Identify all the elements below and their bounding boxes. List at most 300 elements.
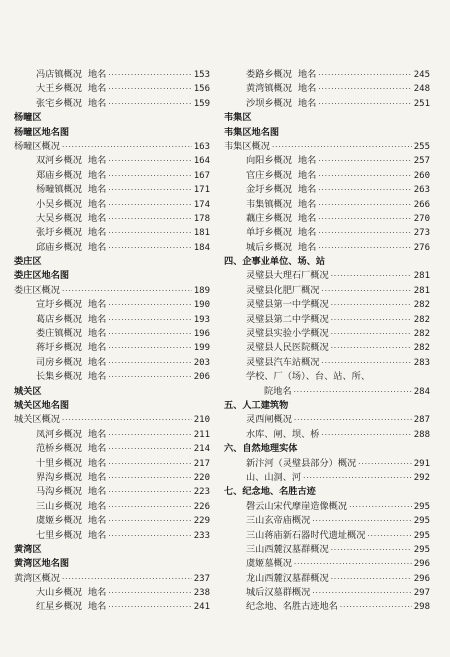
toc-page-number: 248 [413, 84, 430, 95]
toc-entry-subtitle: 地名 [87, 500, 107, 512]
toc-leader-dots [108, 428, 191, 442]
toc-page-number: 237 [193, 573, 210, 584]
toc-entry-title: 黄湾镇概况 [246, 83, 292, 95]
toc-entry-title: 十里乡概况 [36, 457, 82, 469]
toc-entry-subtitle: 地名 [87, 457, 107, 469]
toc-leader-dots [108, 442, 191, 456]
toc-page-number: 217 [193, 458, 210, 469]
toc-heading [14, 385, 210, 399]
toc-text-line [224, 370, 430, 384]
toc-entry-title: 大山乡概况 [36, 587, 82, 599]
toc-page-number: 163 [193, 141, 210, 152]
toc-heading [14, 399, 210, 413]
toc-entry-title: 黄湾区概况 [14, 572, 60, 584]
toc-entry-title: 宣圩乡概况 [36, 299, 82, 311]
toc-entry [224, 586, 430, 600]
toc-leader-dots [108, 341, 191, 355]
toc-entry-title: 城关区地名图 [14, 399, 70, 411]
toc-entry-title: 灵璧县大理石厂概况 [246, 270, 329, 282]
toc-leader-dots [62, 413, 192, 427]
toc-leader-dots [62, 572, 192, 586]
toc-entry [14, 529, 210, 543]
toc-page-number: 281 [413, 285, 430, 296]
toc-entry-title: 龙山西麓汉墓群概况 [246, 572, 329, 584]
toc-section-heading [224, 399, 430, 413]
toc-entry [14, 586, 210, 600]
toc-entry-title: 虞姬乡概况 [36, 515, 82, 527]
toc-entry-subtitle: 地名 [87, 342, 107, 354]
toc-page-number: 251 [413, 98, 430, 109]
toc-entry [14, 370, 210, 384]
toc-page-number: 226 [193, 501, 210, 512]
toc-leader-dots [312, 514, 411, 528]
toc-entry [224, 68, 430, 82]
toc-leader-dots [318, 82, 411, 96]
toc-page-number: 196 [193, 329, 210, 340]
toc-section-heading [224, 485, 430, 499]
toc-entry [224, 82, 430, 96]
toc-page-number: 295 [413, 530, 430, 541]
toc-leader-dots [62, 140, 192, 154]
toc-entry [224, 600, 430, 614]
toc-entry-title: 双河乡概况 [36, 155, 82, 167]
toc-entry-title: 黄湾区 [14, 543, 42, 555]
toc-page-number: 282 [413, 300, 430, 311]
toc-page-number: 203 [193, 357, 210, 368]
toc-leader-dots [331, 327, 412, 341]
toc-leader-dots [108, 485, 191, 499]
toc-entry-title: 山、山洞、河 [246, 471, 302, 483]
toc-page-number: 181 [193, 228, 210, 239]
toc-entry-title: 城后汉墓群概况 [246, 587, 311, 599]
toc-page-number: 282 [413, 329, 430, 340]
toc-page-number: 223 [193, 487, 210, 498]
toc-entry [14, 169, 210, 183]
toc-leader-dots [108, 327, 191, 341]
toc-entry-title: 司房乡概况 [36, 356, 82, 368]
toc-leader-dots [108, 68, 191, 82]
toc-entry-subtitle: 地名 [297, 83, 317, 95]
toc-entry [224, 313, 430, 327]
toc-entry [14, 140, 210, 154]
toc-entry [224, 97, 430, 111]
toc-entry-subtitle: 地名 [87, 241, 107, 253]
toc-leader-dots [108, 600, 191, 614]
toc-entry [224, 500, 430, 514]
toc-page-number: 298 [413, 602, 430, 613]
toc-entry-subtitle: 地名 [87, 529, 107, 541]
toc-right-column [224, 68, 430, 615]
toc-entry-title: 杨疃区概况 [14, 140, 60, 152]
toc-entry-subtitle: 地名 [87, 83, 107, 95]
toc-entry-title: 杨疃区 [14, 112, 42, 124]
toc-page-number: 257 [413, 156, 430, 167]
toc-page-number: 292 [413, 472, 430, 483]
toc-entry-title: 灵璧县化肥厂概况 [246, 284, 320, 296]
toc-page-number: 199 [193, 343, 210, 354]
toc-entry-title: 娄庄区地名图 [14, 270, 70, 282]
toc-heading [14, 111, 210, 125]
toc-entry-title: 红星乡概况 [36, 601, 82, 613]
toc-entry [14, 241, 210, 255]
toc-entry-title: 新汴河（灵璧县部分）概况 [246, 457, 357, 469]
toc-page-number: 206 [193, 372, 210, 383]
toc-leader-dots [108, 198, 191, 212]
toc-entry-title: 单圩乡概况 [246, 227, 292, 239]
toc-entry-subtitle: 地名 [297, 184, 317, 196]
toc-entry-title: 四、企事业单位、场、站 [224, 256, 326, 268]
toc-leader-dots [349, 500, 412, 514]
toc-entry [224, 226, 430, 240]
toc-leader-dots [322, 356, 412, 370]
toc-entry-subtitle: 地名 [297, 212, 317, 224]
toc-entry-title: 院地名 [264, 385, 292, 397]
toc-entry [14, 500, 210, 514]
toc-entry-subtitle: 地名 [297, 97, 317, 109]
toc-entry [224, 154, 430, 168]
toc-entry-subtitle: 地名 [297, 169, 317, 181]
toc-entry [224, 140, 430, 154]
toc-entry [224, 557, 430, 571]
toc-entry [224, 514, 430, 528]
toc-entry-title: 灵西闸概况 [246, 414, 292, 426]
toc-heading [224, 126, 430, 140]
toc-entry-title: 娄庄镇概况 [36, 328, 82, 340]
toc-entry-subtitle: 地名 [87, 443, 107, 455]
toc-page-number: 184 [193, 242, 210, 253]
toc-entry [224, 428, 430, 442]
toc-entry-title: 灵璧县实验小学概况 [246, 328, 329, 340]
toc-leader-dots [331, 269, 412, 283]
toc-leader-dots [108, 241, 191, 255]
toc-leader-dots [108, 226, 191, 240]
toc-entry-title: 韦集区概况 [224, 140, 270, 152]
toc-entry-subtitle: 地名 [87, 486, 107, 498]
toc-entry-title: 界沟乡概况 [36, 471, 82, 483]
toc-leader-dots [108, 471, 191, 485]
toc-leader-dots [108, 529, 191, 543]
toc-entry-title: 黄湾区地名图 [14, 558, 70, 570]
toc-entry [14, 485, 210, 499]
toc-entry-title: 冯店镇概况 [36, 69, 82, 80]
toc-entry [14, 313, 210, 327]
toc-heading [14, 557, 210, 571]
toc-entry [224, 241, 430, 255]
toc-page-number: 245 [413, 70, 430, 80]
toc-leader-dots [331, 341, 412, 355]
toc-entry-title: 三山蒋庙新石器时代遗址概况 [246, 529, 366, 541]
toc-entry [14, 356, 210, 370]
toc-leader-dots [318, 241, 411, 255]
toc-leader-dots [62, 284, 192, 298]
toc-entry [224, 413, 430, 427]
toc-leader-dots [108, 313, 191, 327]
toc-entry [224, 572, 430, 586]
toc-entry-subtitle: 地名 [87, 212, 107, 224]
toc-page-number: 238 [193, 588, 210, 599]
toc-entry-title: 七、纪念地、名胜古迹 [224, 486, 316, 498]
toc-entry-subtitle: 地名 [87, 184, 107, 196]
toc-page-number: 241 [193, 602, 210, 613]
toc-section-heading [224, 255, 430, 269]
toc-page-number: 255 [413, 141, 430, 152]
toc-entry-title: 三山乡概况 [36, 500, 82, 512]
toc-entry-title: 藕庄乡概况 [246, 212, 292, 224]
toc-entry-title: 杨疃镇概况 [36, 184, 82, 196]
toc-entry [14, 212, 210, 226]
toc-leader-dots [318, 226, 411, 240]
toc-entry [14, 183, 210, 197]
toc-entry-subtitle: 地名 [87, 97, 107, 109]
toc-entry [14, 428, 210, 442]
toc-entry-subtitle: 地名 [297, 227, 317, 239]
toc-entry [224, 198, 430, 212]
toc-entry [224, 169, 430, 183]
toc-page-number: 273 [413, 228, 430, 239]
toc-entry-title: 学校、厂（场）、台、站、所、 [246, 371, 371, 383]
toc-entry [14, 82, 210, 96]
toc-heading [14, 255, 210, 269]
toc-page-number: 190 [193, 300, 210, 311]
toc-page-number: 284 [413, 386, 430, 397]
toc-page-number: 263 [413, 185, 430, 196]
toc-entry-subtitle: 地名 [87, 471, 107, 483]
toc-entry-title: 娄庄区概况 [14, 284, 60, 296]
toc-leader-dots [340, 600, 412, 614]
toc-page-number: 260 [413, 170, 430, 181]
toc-leader-dots [108, 370, 191, 384]
toc-entry-title: 纪念地、名胜古迹地名 [246, 601, 338, 613]
toc-heading [14, 269, 210, 283]
toc-entry [14, 97, 210, 111]
toc-entry-title: 灵璧县第一中学概况 [246, 299, 329, 311]
toc-page-number: 171 [193, 185, 210, 196]
toc-entry [224, 298, 430, 312]
toc-entry-subtitle: 地名 [297, 198, 317, 210]
toc-page-number: 276 [413, 242, 430, 253]
toc-entry-title: 向阳乡概况 [246, 155, 292, 167]
toc-page-number: 295 [413, 544, 430, 555]
toc-entry-title: 灵璧县汽车站概况 [246, 356, 320, 368]
toc-entry-title: 郑庙乡概况 [36, 169, 82, 181]
toc-leader-dots [331, 298, 412, 312]
toc-leader-dots [294, 413, 412, 427]
toc-entry-title: 张宅乡概况 [36, 97, 82, 109]
toc-entry-title: 娄路乡概况 [246, 69, 292, 80]
toc-entry [224, 385, 430, 399]
toc-entry-title: 沙坝乡概况 [246, 97, 292, 109]
toc-page-number: 288 [413, 429, 430, 440]
toc-page-number: 282 [413, 314, 430, 325]
toc-entry-subtitle: 地名 [87, 169, 107, 181]
toc-entry [14, 154, 210, 168]
toc-page-number: 282 [413, 343, 430, 354]
toc-entry [224, 212, 430, 226]
toc-entry-title: 邱庙乡概况 [36, 241, 82, 253]
toc-entry [14, 327, 210, 341]
toc-page-number: 233 [193, 530, 210, 541]
toc-leader-dots [303, 471, 412, 485]
toc-page-number: 211 [193, 429, 210, 440]
toc-leader-dots [318, 97, 411, 111]
toc-page-number: 295 [413, 516, 430, 527]
toc-page-number: 220 [193, 472, 210, 483]
toc-page-number: 193 [193, 314, 210, 325]
toc-page-number: 174 [193, 199, 210, 210]
toc-entry-subtitle: 地名 [87, 515, 107, 527]
toc-entry [14, 284, 210, 298]
toc-leader-dots [358, 457, 411, 471]
toc-entry-title: 七里乡概况 [36, 529, 82, 541]
toc-entry [14, 471, 210, 485]
toc-leader-dots [318, 198, 411, 212]
toc-heading [14, 126, 210, 140]
toc-leader-dots [318, 183, 411, 197]
toc-entry-title: 金圩乡概况 [246, 184, 292, 196]
toc-page-number: 214 [193, 444, 210, 455]
toc-entry [224, 183, 430, 197]
toc-entry-subtitle: 地名 [87, 198, 107, 210]
toc-entry-subtitle: 地名 [297, 69, 317, 80]
toc-leader-dots [108, 82, 191, 96]
toc-leader-dots [294, 557, 412, 571]
toc-entry-title: 城后乡概况 [246, 241, 292, 253]
toc-leader-dots [272, 140, 412, 154]
toc-entry-title: 三山西麓汉墓群概况 [246, 543, 329, 555]
toc-entry-title: 水库、闸、坝、桥 [246, 428, 320, 440]
toc-entry-subtitle: 地名 [87, 356, 107, 368]
toc-leader-dots [108, 514, 191, 528]
toc-leader-dots [318, 68, 411, 82]
toc-entry-subtitle: 地名 [297, 241, 317, 253]
toc-left-column [14, 68, 210, 615]
toc-entry-subtitle: 地名 [87, 313, 107, 325]
toc-entry-title: 小吴乡概况 [36, 198, 82, 210]
toc-page-number: 153 [193, 70, 210, 80]
toc-page-number: 164 [193, 156, 210, 167]
toc-page-number: 287 [413, 415, 430, 426]
toc-entry-subtitle: 地名 [87, 601, 107, 613]
toc-leader-dots [108, 586, 191, 600]
toc-entry [14, 457, 210, 471]
toc-leader-dots [331, 543, 412, 557]
toc-leader-dots [331, 313, 412, 327]
toc-page-number: 283 [413, 357, 430, 368]
toc-page-number: 297 [413, 588, 430, 599]
toc-entry-title: 韦集镇概况 [246, 198, 292, 210]
toc-entry [14, 226, 210, 240]
toc-entry [14, 198, 210, 212]
toc-entry-title: 城关区 [14, 385, 42, 397]
toc-section-heading [224, 442, 430, 456]
toc-entry-subtitle: 地名 [87, 155, 107, 167]
toc-entry-title: 五、人工建筑物 [224, 399, 289, 411]
toc-heading [14, 543, 210, 557]
toc-leader-dots [322, 284, 412, 298]
toc-entry-title: 灵璧县第二中学概况 [246, 313, 329, 325]
toc-leader-dots [108, 298, 191, 312]
toc-page-number: 296 [413, 559, 430, 570]
toc-entry-title: 马沟乡概况 [36, 486, 82, 498]
toc-heading [224, 111, 430, 125]
toc-entry-subtitle: 地名 [87, 227, 107, 239]
toc-page-number: 159 [193, 98, 210, 109]
toc-entry-title: 长集乡概况 [36, 371, 82, 383]
toc-leader-dots [331, 572, 412, 586]
toc-entry-subtitle: 地名 [87, 371, 107, 383]
toc-entry-subtitle: 地名 [87, 328, 107, 340]
toc-leader-dots [294, 385, 412, 399]
toc-entry-title: 杨疃区地名图 [14, 126, 70, 138]
toc-entry-title: 三山玄帝庙概况 [246, 515, 311, 527]
toc-leader-dots [312, 586, 411, 600]
toc-page-number: 167 [193, 170, 210, 181]
toc-page-number: 296 [413, 573, 430, 584]
toc-entry [14, 572, 210, 586]
toc-entry-title: 灵璧县人民医院概况 [246, 342, 329, 354]
toc-page-number: 291 [413, 458, 430, 469]
toc-entry-title: 大吴乡概况 [36, 212, 82, 224]
toc-leader-dots [318, 212, 411, 226]
toc-leader-dots [108, 457, 191, 471]
toc-entry [224, 356, 430, 370]
toc-leader-dots [367, 529, 411, 543]
toc-leader-dots [108, 183, 191, 197]
toc-entry-title: 韦集区 [224, 112, 252, 124]
toc-entry-title: 范桥乡概况 [36, 443, 82, 455]
toc-entry-subtitle: 地名 [87, 69, 107, 80]
toc-page-number: 210 [193, 415, 210, 426]
toc-entry [14, 600, 210, 614]
toc-entry [14, 341, 210, 355]
toc-entry [224, 269, 430, 283]
toc-page-number: 178 [193, 213, 210, 224]
toc-entry-subtitle: 地名 [87, 428, 107, 440]
toc-entry-title: 凤河乡概况 [36, 428, 82, 440]
toc-leader-dots [108, 500, 191, 514]
toc-entry [14, 298, 210, 312]
toc-entry-subtitle: 地名 [87, 587, 107, 599]
toc-entry-title: 葛店乡概况 [36, 313, 82, 325]
toc-entry-title: 韦集区地名图 [224, 126, 280, 138]
toc-entry [224, 471, 430, 485]
toc-leader-dots [108, 169, 191, 183]
toc-entry-title: 蒋圩乡概况 [36, 342, 82, 354]
toc-entry [224, 327, 430, 341]
toc-entry [224, 543, 430, 557]
toc-page-number: 156 [193, 84, 210, 95]
toc-entry [14, 413, 210, 427]
toc-entry-title: 娄庄区 [14, 256, 42, 268]
toc-page-number: 229 [193, 516, 210, 527]
toc-page-number: 266 [413, 199, 430, 210]
toc-leader-dots [108, 97, 191, 111]
toc-leader-dots [108, 356, 191, 370]
toc-entry-subtitle: 地名 [87, 299, 107, 311]
toc-entry-title: 张圩乡概况 [36, 227, 82, 239]
toc-entry [14, 68, 210, 82]
toc-leader-dots [108, 154, 191, 168]
toc-entry-title: 官庄乡概况 [246, 169, 292, 181]
toc-entry [14, 514, 210, 528]
toc-entry-title: 六、自然地理实体 [224, 443, 298, 455]
toc-page-number: 295 [413, 501, 430, 512]
toc-leader-dots [318, 169, 411, 183]
toc-entry-title: 大王乡概况 [36, 83, 82, 95]
toc-entry-title: 城关区概况 [14, 414, 60, 426]
toc-leader-dots [322, 428, 412, 442]
toc-page-number: 270 [413, 213, 430, 224]
